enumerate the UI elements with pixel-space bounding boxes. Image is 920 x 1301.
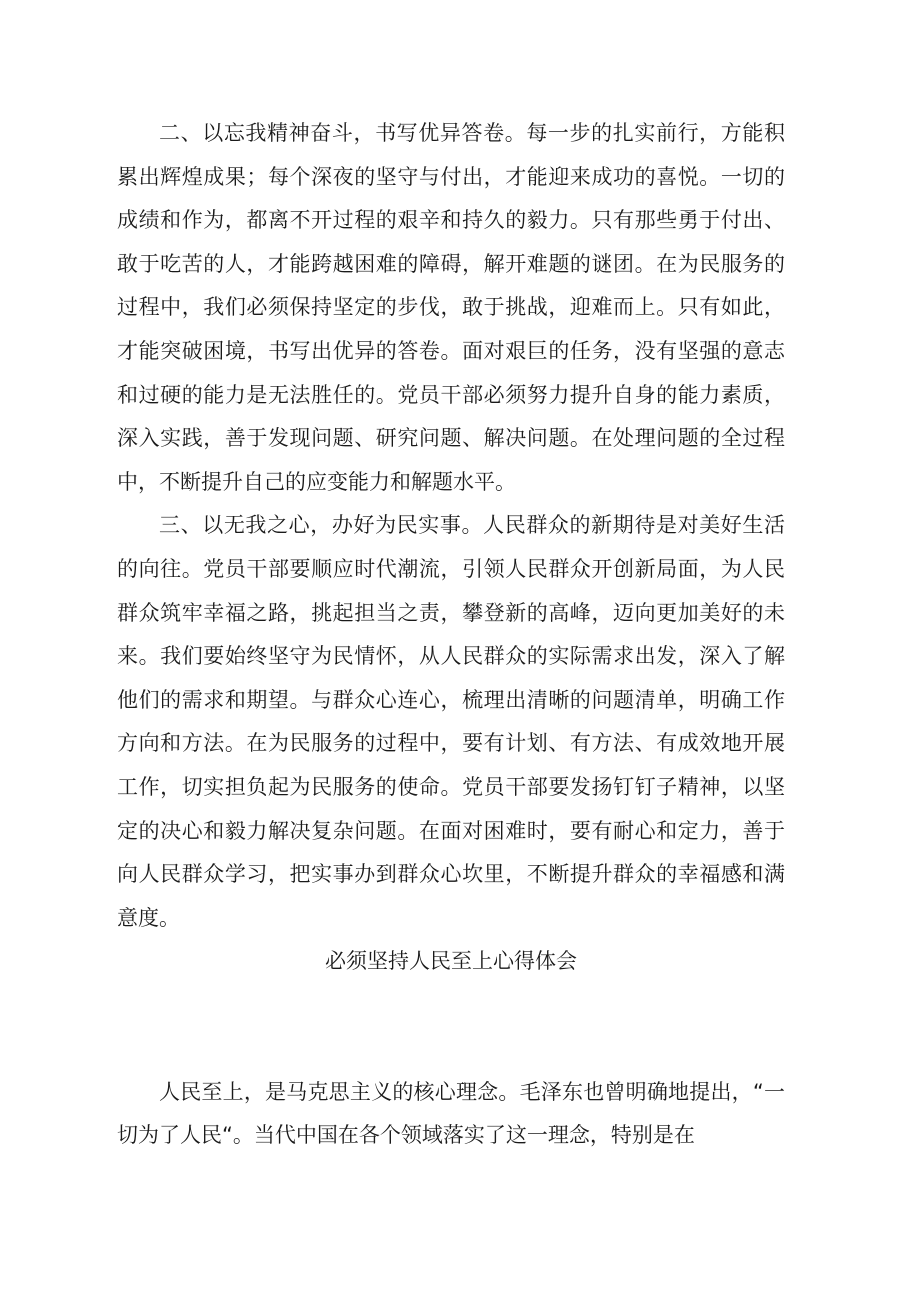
paragraph-section-three: 三、以无我之心，办好为民实事。人民群众的新期待是对美好生活的向往。党员干部要顺应时代潮流，引领人民群众开创新局面，为人民群众筑牢幸福之路，挑起担当之责，攀登新的高峰，迈向更加美好的未来。我们要始终坚守为民情怀，从人民群众的实际需求出发，深入了解他们的需求和期望。与群众心连心，梳理出清晰的问题清单，明确工作方向和方法。在为民服务的过程中，要有计划、有方法、有成效地开展工作，切实担负起为民服务的使命。党员干部要发扬钉钉子精神，以坚定的决心和毅力解决复杂问题。在面对困难时，要有耐心和定力，善于向人民群众学习，把实事办到群众心坎里，不断提升群众的幸福感和满意度。 [117,513,785,930]
paragraph-section-two: 二、以忘我精神奋斗，书写优异答卷。每一步的扎实前行，方能积累出辉煌成果；每个深夜的坚守与付出，才能迎来成功的喜悦。一切的成绩和作为，都离不开过程的艰辛和持久的毅力。只有那些勇于付出、敢于吃苦的人，才能跨越困难的障碍，解开难题的谜团。在为民服务的过程中，我们必须保持坚定的步伐，敢于挑战，迎难而上。只有如此，才能突破困境，书写出优异的答卷。面对艰巨的任务，没有坚强的意志和过硬的能力是无法胜任的。党员干部必须努力提升自身的能力素质，深入实践，善于发现问题、研究问题、解决问题。在处理问题的全过程中，不断提升自己的应变能力和解题水平。 [117,121,785,494]
document-body [117,112,785,1158]
article-title: 必须坚持人民至上心得体会 [325,949,577,974]
paragraph-intro: 人民至上，是马克思主义的核心理念。毛泽东也曾明确地提出，“一切为了人民“。当代中国在各个领域落实了这一理念，特别是在 [117,1079,785,1148]
title-spacer [117,984,785,1071]
